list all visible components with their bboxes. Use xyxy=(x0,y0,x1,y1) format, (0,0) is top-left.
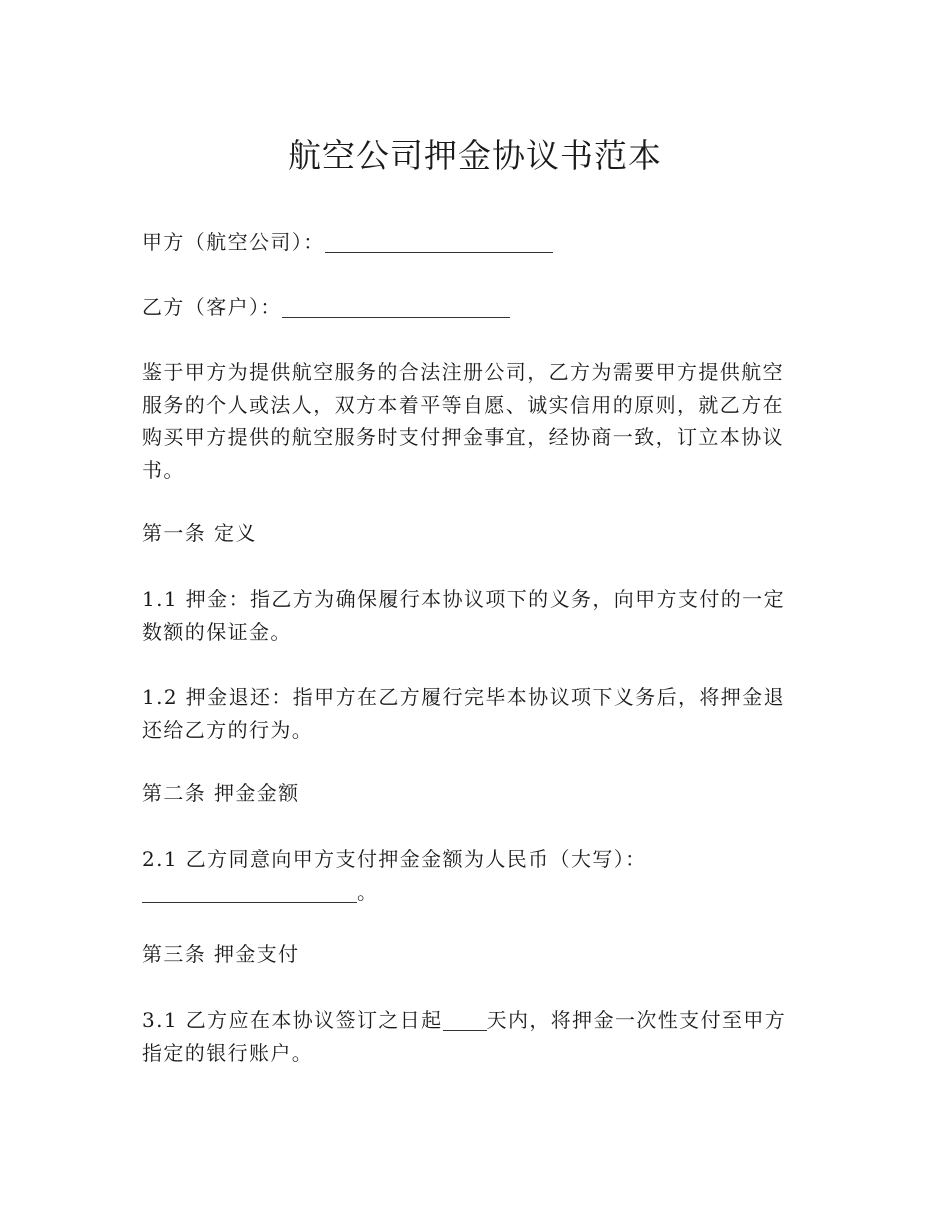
party-a-label: 甲方（航空公司）： xyxy=(142,230,325,254)
clause-1-2: 1.2 押金退还：指甲方在乙方履行完毕本协议项下义务后，将押金退还给乙方的行为。 xyxy=(142,685,785,742)
amount-blank xyxy=(142,882,357,903)
article-2-heading: 第二条 押金金额 xyxy=(142,781,300,805)
days-blank xyxy=(443,1010,487,1031)
party-b-label: 乙方（客户）： xyxy=(142,295,282,319)
clause-3-1-end: 天内，将押金一次性支付至甲方指定的银行账户。 xyxy=(142,1008,787,1065)
party-b-line xyxy=(142,291,802,324)
document-title: 航空公司押金协议书范本 xyxy=(288,136,662,175)
article-3-heading: 第三条 押金支付 xyxy=(142,942,300,966)
party-b-blank xyxy=(282,297,510,318)
article-1-heading: 第一条 定义 xyxy=(142,521,257,545)
clause-1-1: 1.1 押金：指乙方为确保履行本协议项下的义务，向甲方支付的一定数额的保证金。 xyxy=(142,587,785,644)
clause-2-1-end: 。 xyxy=(357,879,379,904)
clause-3-1-start: 3.1 乙方应在本协议签订之日起 xyxy=(142,1008,443,1032)
clause-3-1 xyxy=(142,1004,802,1069)
clause-2-1 xyxy=(142,843,802,908)
clause-2-1-text: 2.1 乙方同意向甲方支付押金金额为人民币（大写）： xyxy=(142,847,647,871)
party-a-blank xyxy=(325,232,553,253)
party-a-line xyxy=(142,226,802,259)
preamble-paragraph: 鉴于甲方为提供航空服务的合法注册公司，乙方为需要甲方提供航空服务的个人或法人，双方本着平等自愿、诚实信用的原则，就乙方在购买甲方提供的航空服务时支付押金事宜，经协商一致，订立本协议书。 xyxy=(142,360,784,482)
